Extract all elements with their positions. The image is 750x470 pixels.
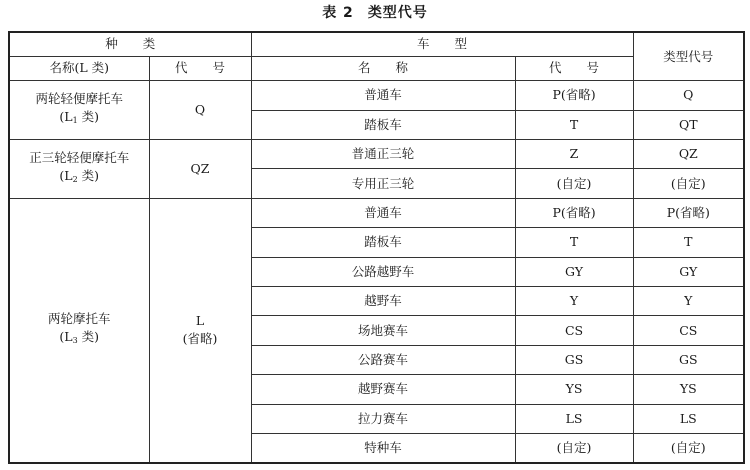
vehicle-name: 越野赛车: [251, 375, 515, 404]
header-code-right: 代 号: [515, 56, 633, 80]
category-name: 正三轮轻便摩托车: [29, 149, 130, 165]
type-code: GS: [633, 345, 744, 374]
vehicle-name: 专用正三轮: [251, 169, 515, 198]
category-class-prefix: (L: [59, 167, 73, 183]
header-code-left: 代 号: [149, 56, 251, 80]
category-class: [10, 328, 149, 350]
vehicle-name: 普通车: [251, 81, 515, 110]
table-title-text: 类型代号: [367, 5, 428, 21]
vehicle-name: 踏板车: [251, 228, 515, 257]
category-class-subscript: 2: [72, 174, 78, 184]
table-row: [9, 198, 744, 227]
category-class-suffix: 类): [77, 329, 100, 345]
type-code: LS: [633, 404, 744, 433]
category-code-note: (省略): [182, 331, 218, 347]
vehicle-name: 公路越野车: [251, 257, 515, 286]
category-code-cell: [149, 139, 251, 198]
type-code: (自定): [633, 434, 744, 463]
category-class: [10, 108, 149, 130]
vehicle-code: GS: [515, 345, 633, 374]
type-code: Q: [633, 81, 744, 110]
vehicle-code: (自定): [515, 169, 633, 198]
vehicle-name: 拉力赛车: [251, 404, 515, 433]
category-class-prefix: (L: [59, 109, 73, 125]
vehicle-name: 普通正三轮: [251, 139, 515, 168]
vehicle-name: 普通车: [251, 198, 515, 227]
vehicle-code: LS: [515, 404, 633, 433]
vehicle-code: T: [515, 110, 633, 139]
category-code: L: [195, 313, 205, 329]
vehicle-code: (自定): [515, 434, 633, 463]
category-class-subscript: 3: [72, 336, 78, 346]
vehicle-name: 踏板车: [251, 110, 515, 139]
vehicle-code: Y: [515, 287, 633, 316]
header-type-code: 类型代号: [633, 32, 744, 81]
category-name-cell: [9, 139, 149, 198]
category-code: QZ: [190, 160, 210, 176]
category-class-prefix: (L: [59, 329, 73, 345]
header-name-l: 名称(L 类): [9, 56, 149, 80]
category-name: 两轮摩托车: [47, 311, 111, 327]
category-name-cell: [9, 81, 149, 140]
table-row: [9, 81, 744, 110]
header-vehicle-type: 车 型: [251, 32, 633, 56]
table-number: 表 2: [322, 5, 354, 21]
category-class-subscript: 1: [72, 116, 78, 126]
vehicle-code: Z: [515, 139, 633, 168]
vehicle-code: P(省略): [515, 198, 633, 227]
category-name-cell: [9, 198, 149, 463]
table-title: [0, 2, 750, 22]
type-code: YS: [633, 375, 744, 404]
category-code: Q: [194, 102, 206, 118]
vehicle-name: 越野车: [251, 287, 515, 316]
category-class-suffix: 类): [77, 109, 100, 125]
category-code-cell: [149, 81, 251, 140]
category-code-cell: [149, 198, 251, 463]
type-code-table: [8, 31, 745, 464]
vehicle-code: P(省略): [515, 81, 633, 110]
header-kind: 种 类: [9, 32, 251, 56]
type-code: GY: [633, 257, 744, 286]
type-code: QZ: [633, 139, 744, 168]
type-code: QT: [633, 110, 744, 139]
vehicle-code: YS: [515, 375, 633, 404]
header-row-1: [9, 32, 744, 56]
table-row: [9, 139, 744, 168]
type-code: (自定): [633, 169, 744, 198]
vehicle-code: CS: [515, 316, 633, 345]
vehicle-name: 特种车: [251, 434, 515, 463]
vehicle-code: T: [515, 228, 633, 257]
type-code: CS: [633, 316, 744, 345]
type-code: P(省略): [633, 198, 744, 227]
header-name: 名 称: [251, 56, 515, 80]
vehicle-name: 场地赛车: [251, 316, 515, 345]
vehicle-code: GY: [515, 257, 633, 286]
type-code: T: [633, 228, 744, 257]
vehicle-name: 公路赛车: [251, 345, 515, 374]
category-class-suffix: 类): [77, 167, 100, 183]
category-class: [10, 167, 149, 189]
type-code: Y: [633, 287, 744, 316]
category-name: 两轮轻便摩托车: [35, 91, 123, 107]
